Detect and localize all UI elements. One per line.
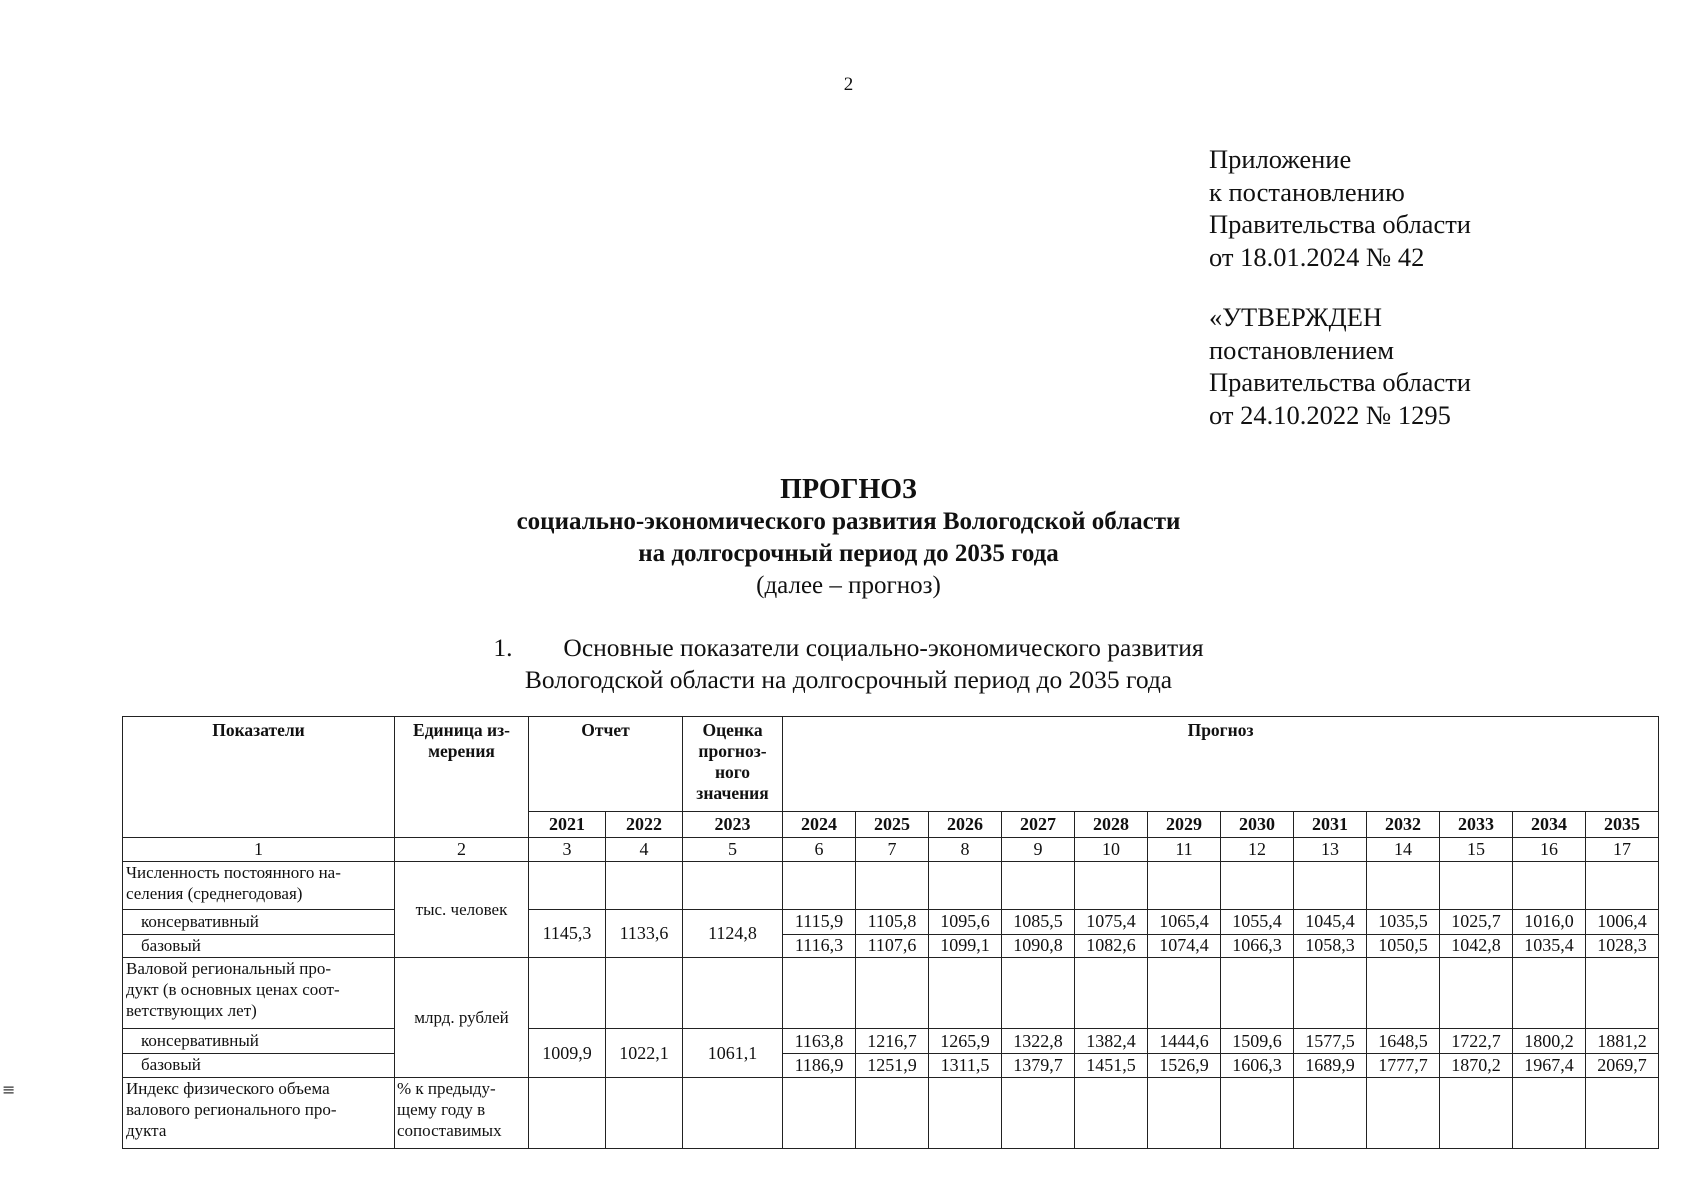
estimate-value: 1124,8 (683, 909, 783, 957)
column-number: 6 (783, 837, 856, 862)
forecast-value: 1186,9 (783, 1054, 856, 1078)
table-row (123, 934, 1659, 958)
forecast-value: 1777,7 (1367, 1054, 1440, 1078)
empty-cell (1148, 958, 1221, 1029)
empty-cell (683, 862, 783, 909)
report-value: 1009,9 (529, 1029, 606, 1077)
title-line: на долгосрочный период до 2035 года (638, 540, 1059, 567)
forecast-value: 1870,2 (1440, 1054, 1513, 1078)
approval-line: Правительства области (1209, 367, 1471, 397)
forecast-value: 1509,6 (1221, 1029, 1294, 1054)
appendix-line: к постановлению (1209, 176, 1405, 207)
document-title (0, 474, 1697, 602)
table-row (123, 837, 1659, 862)
column-number: 12 (1221, 837, 1294, 862)
forecast-value: 1444,6 (1148, 1029, 1221, 1054)
empty-cell (529, 958, 606, 1029)
forecast-value: 1035,4 (1513, 934, 1586, 958)
appendix-block (1209, 143, 1471, 431)
header-unit: Единица из- мерения (395, 717, 529, 838)
section-heading (0, 632, 1697, 696)
approval-line: от 24.10.2022 № 1295 (1209, 399, 1451, 430)
empty-cell (856, 862, 929, 909)
empty-cell (1440, 862, 1513, 909)
column-number: 4 (606, 837, 683, 862)
forecast-table (122, 716, 1659, 1149)
year-header: 2035 (1586, 811, 1659, 837)
table-row (123, 1077, 1659, 1148)
forecast-value: 1006,4 (1586, 909, 1659, 934)
forecast-value: 1095,6 (929, 909, 1002, 934)
empty-cell (1294, 862, 1367, 909)
forecast-value: 1216,7 (856, 1029, 929, 1054)
scenario-label: консервативный (123, 1029, 395, 1054)
column-number: 17 (1586, 837, 1659, 862)
forecast-value: 1526,9 (1148, 1054, 1221, 1078)
forecast-value: 1311,5 (929, 1054, 1002, 1078)
table-row (123, 1029, 1659, 1054)
column-number: 11 (1148, 837, 1221, 862)
column-number: 16 (1513, 837, 1586, 862)
empty-cell (1294, 958, 1367, 1029)
indicator-name: Численность постоянного на- селения (среднегодовая) (123, 862, 395, 909)
empty-cell (1002, 1077, 1075, 1148)
forecast-value: 1800,2 (1513, 1029, 1586, 1054)
forecast-value: 1035,5 (1367, 909, 1440, 934)
title-line: социально-экономического развития Вологодской области (516, 508, 1181, 535)
forecast-value: 1322,8 (1002, 1029, 1075, 1054)
empty-cell (1221, 1077, 1294, 1148)
empty-cell (856, 1077, 929, 1148)
empty-cell (606, 1077, 683, 1148)
header-report: Отчет (529, 717, 683, 812)
estimate-value: 1061,1 (683, 1029, 783, 1077)
empty-cell (1513, 1077, 1586, 1148)
year-header: 2033 (1440, 811, 1513, 837)
indicator-unit: млрд. рублей (395, 958, 529, 1078)
header-estimate: Оценка прогноз- ного значения (683, 717, 783, 812)
empty-cell (929, 958, 1002, 1029)
indicator-unit: % к предыду- щему году в сопоставимых (395, 1077, 529, 1148)
forecast-value: 1722,7 (1440, 1029, 1513, 1054)
appendix-line: от 18.01.2024 № 42 (1209, 241, 1425, 272)
indicator-name: Валовой региональный про- дукт (в основных ценах соот- ветствующих лет) (123, 958, 395, 1029)
forecast-value: 1116,3 (783, 934, 856, 958)
empty-cell (1367, 958, 1440, 1029)
forecast-value: 1265,9 (929, 1029, 1002, 1054)
year-header: 2031 (1294, 811, 1367, 837)
table-row (123, 958, 1659, 1029)
forecast-value: 1115,9 (783, 909, 856, 934)
year-header: 2025 (856, 811, 929, 837)
scenario-label: базовый (123, 934, 395, 958)
indicator-name: Индекс физического объема валового регионального про- дукта (123, 1077, 395, 1148)
column-number: 2 (395, 837, 529, 862)
forecast-value: 1045,4 (1294, 909, 1367, 934)
forecast-value: 1028,3 (1586, 934, 1659, 958)
forecast-value: 1016,0 (1513, 909, 1586, 934)
column-number: 8 (929, 837, 1002, 862)
column-number: 9 (1002, 837, 1075, 862)
title-main: ПРОГНОЗ (780, 474, 917, 505)
table-row (123, 862, 1659, 909)
year-header: 2028 (1075, 811, 1148, 837)
empty-cell (1586, 862, 1659, 909)
report-value: 1022,1 (606, 1029, 683, 1077)
column-number: 3 (529, 837, 606, 862)
forecast-value: 1066,3 (1221, 934, 1294, 958)
empty-cell (529, 1077, 606, 1148)
column-number: 5 (683, 837, 783, 862)
empty-cell (1075, 862, 1148, 909)
header-forecast: Прогноз (783, 717, 1659, 812)
forecast-value: 1075,4 (1075, 909, 1148, 934)
empty-cell (783, 1077, 856, 1148)
empty-cell (1075, 958, 1148, 1029)
indicator-unit: тыс. человек (395, 862, 529, 958)
section-title-line: Основные показатели социально-экономического развития (563, 633, 1204, 662)
year-header: 2032 (1367, 811, 1440, 837)
forecast-value: 1967,4 (1513, 1054, 1586, 1078)
title-note: (далее – прогноз) (756, 572, 941, 599)
header-indicator: Показатели (123, 717, 395, 838)
section-title-line: Вологодской области на долгосрочный период до 2035 года (524, 665, 1173, 694)
year-header: 2034 (1513, 811, 1586, 837)
forecast-value: 1099,1 (929, 934, 1002, 958)
forecast-value: 1379,7 (1002, 1054, 1075, 1078)
column-number: 13 (1294, 837, 1367, 862)
year-header: 2023 (683, 811, 783, 837)
empty-cell (929, 862, 1002, 909)
forecast-value: 1042,8 (1440, 934, 1513, 958)
empty-cell (1440, 958, 1513, 1029)
empty-cell (1367, 1077, 1440, 1148)
year-header: 2030 (1221, 811, 1294, 837)
forecast-value: 1090,8 (1002, 934, 1075, 958)
column-number: 15 (1440, 837, 1513, 862)
forecast-value: 1451,5 (1075, 1054, 1148, 1078)
forecast-value: 1881,2 (1586, 1029, 1659, 1054)
empty-cell (606, 862, 683, 909)
empty-cell (1586, 958, 1659, 1029)
year-header: 2029 (1148, 811, 1221, 837)
forecast-value: 1163,8 (783, 1029, 856, 1054)
empty-cell (683, 1077, 783, 1148)
year-header: 2026 (929, 811, 1002, 837)
forecast-value: 1648,5 (1367, 1029, 1440, 1054)
empty-cell (1586, 1077, 1659, 1148)
empty-cell (1513, 862, 1586, 909)
scenario-label: консервативный (123, 909, 395, 934)
empty-cell (529, 862, 606, 909)
forecast-value: 1577,5 (1294, 1029, 1367, 1054)
page-number: 2 (843, 74, 854, 95)
table-row (123, 909, 1659, 934)
empty-cell (1294, 1077, 1367, 1148)
year-header: 2022 (606, 811, 683, 837)
empty-cell (1221, 862, 1294, 909)
forecast-value: 1025,7 (1440, 909, 1513, 934)
empty-cell (606, 958, 683, 1029)
forecast-value: 1058,3 (1294, 934, 1367, 958)
forecast-value: 1050,5 (1367, 934, 1440, 958)
empty-cell (1148, 1077, 1221, 1148)
empty-cell (1075, 1077, 1148, 1148)
empty-cell (783, 958, 856, 1029)
forecast-value: 1107,6 (856, 934, 929, 958)
column-number: 10 (1075, 837, 1148, 862)
empty-cell (1367, 862, 1440, 909)
report-value: 1145,3 (529, 909, 606, 957)
approval-line: постановлением (1209, 334, 1394, 365)
empty-cell (1002, 862, 1075, 909)
forecast-value: 1382,4 (1075, 1029, 1148, 1054)
approval-line: «УТВЕРЖДЕН (1209, 302, 1383, 332)
forecast-value: 1055,4 (1221, 909, 1294, 934)
forecast-value: 1251,9 (856, 1054, 929, 1078)
empty-cell (856, 958, 929, 1029)
appendix-line: Приложение (1209, 144, 1352, 174)
empty-cell (929, 1077, 1002, 1148)
table-row (123, 1054, 1659, 1078)
empty-cell (1148, 862, 1221, 909)
forecast-value: 2069,7 (1586, 1054, 1659, 1078)
empty-cell (1513, 958, 1586, 1029)
forecast-value: 1065,4 (1148, 909, 1221, 934)
empty-cell (1440, 1077, 1513, 1148)
empty-cell (1002, 958, 1075, 1029)
column-number: 7 (856, 837, 929, 862)
column-number: 14 (1367, 837, 1440, 862)
appendix-line: Правительства области (1209, 209, 1471, 239)
forecast-value: 1689,9 (1294, 1054, 1367, 1078)
empty-cell (1221, 958, 1294, 1029)
forecast-value: 1105,8 (856, 909, 929, 934)
forecast-value: 1085,5 (1002, 909, 1075, 934)
forecast-value: 1082,6 (1075, 934, 1148, 958)
table-row (123, 717, 1659, 812)
year-header: 2024 (783, 811, 856, 837)
report-value: 1133,6 (606, 909, 683, 957)
scenario-label: базовый (123, 1054, 395, 1078)
column-number: 1 (123, 837, 395, 862)
year-header: 2021 (529, 811, 606, 837)
forecast-value: 1606,3 (1221, 1054, 1294, 1078)
section-number: 1. (493, 633, 513, 662)
year-header: 2027 (1002, 811, 1075, 837)
empty-cell (683, 958, 783, 1029)
empty-cell (783, 862, 856, 909)
edge-mark: ≡ (2, 1080, 16, 1099)
forecast-value: 1074,4 (1148, 934, 1221, 958)
